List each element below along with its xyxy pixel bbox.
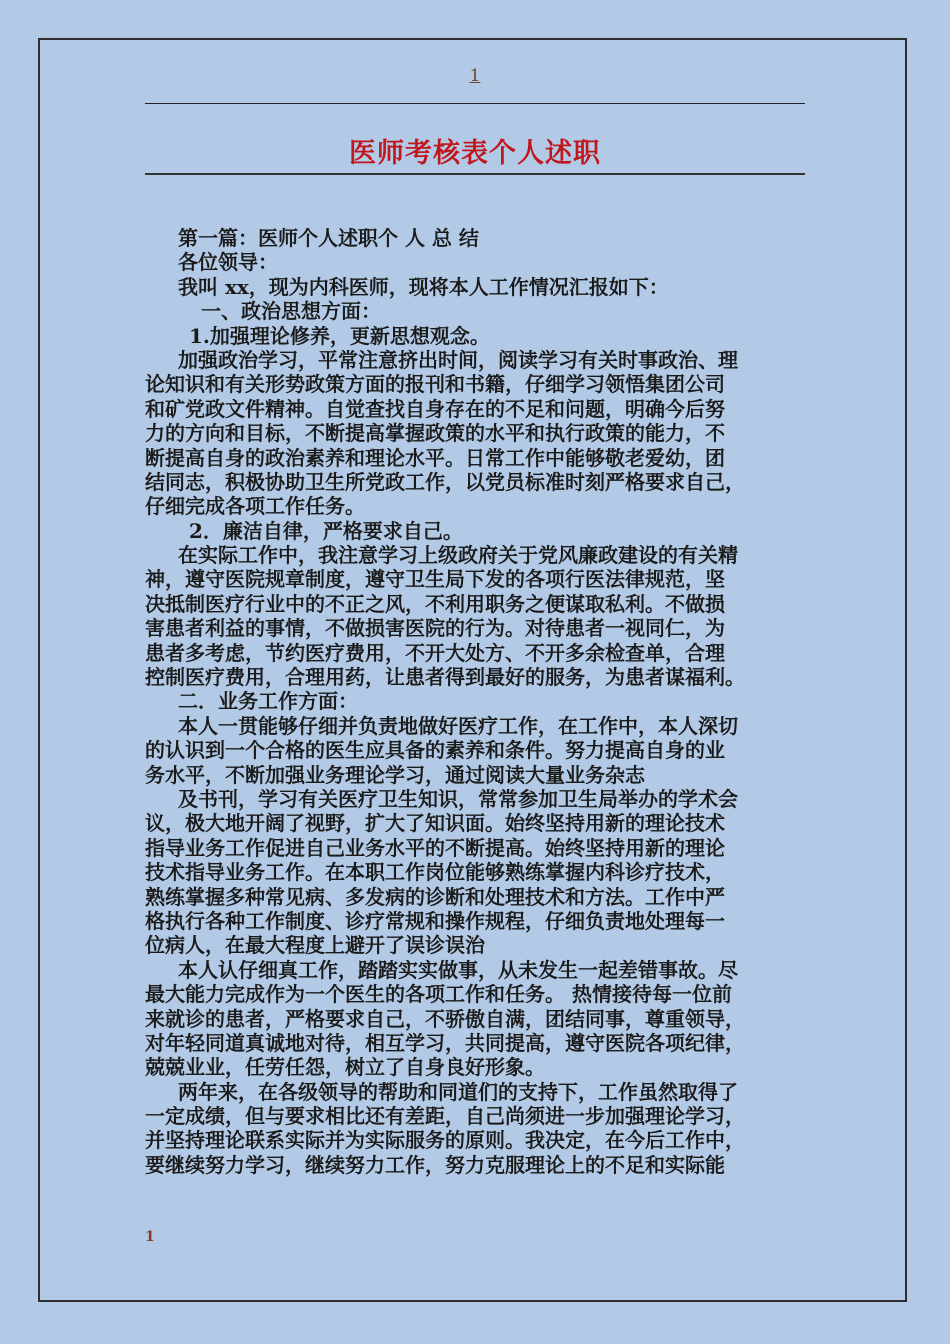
body-line: 熟练掌握多种常见病、多发病的诊断和处理技术和方法。工作中严 [145,884,725,909]
body-line: 结同志，积极协助卫生所党政工作，以党员标准时刻严格要求自己， [145,469,745,494]
body-line: 对年轻同道真诚地对待，相互学习，共同提高，遵守医院各项纪律， [145,1030,745,1055]
body-line: 第一篇：医师个人述职个 人 总 结 [178,226,479,250]
body-line: 指导业务工作促进自己业务水平的不断提高。始终坚持用新的理论 [145,835,725,860]
body-line: 一定成绩，但与要求相比还有差距，自己尚须进一步加强理论学习， [145,1104,745,1129]
document-body [145,226,807,1177]
body-line: 格执行各种工作制度、诊疗常规和操作规程，仔细负责地处理每一 [145,908,725,933]
body-line: 议，极大地开阔了视野，扩大了知识面。始终坚持用新的理论技术 [145,811,725,836]
body-line: 患者多考虑，节约医疗费用，不开大处方、不开多余检查单，合理 [145,640,725,665]
body-line: 在实际工作中，我注意学习上级政府关于党风廉政建设的有关精 [178,543,738,568]
body-line: 一、政治思想方面： [201,299,381,324]
body-line: 我叫 xx，现为内科医师，现将本人工作情况汇报如下： [178,274,669,299]
body-line: 位病人，在最大程度上避开了误诊误治 [145,933,485,958]
body-line: 及书刊，学习有关医疗卫生知识，常常参加卫生局举办的学术会 [178,786,738,811]
body-line: 并坚持理论联系实际并为实际服务的原则。我决定，在今后工作中， [145,1128,745,1153]
body-line: 本人认仔细真工作，踏踏实实做事，从未发生一起差错事故。尽 [178,957,738,982]
body-line: 神，遵守医院规章制度，遵守卫生局下发的各项行医法律规范，坚 [145,567,725,592]
footer-page-number: 1 [145,1229,155,1245]
body-line: 二．业务工作方面： [178,689,358,714]
body-line: 力的方向和目标，不断提高掌握政策的水平和执行政策的能力，不 [145,421,725,446]
body-line: 控制医疗费用，合理用药，让患者得到最好的服务，为患者谋福利。 [145,665,745,690]
body-line: 断提高自身的政治素养和理论水平。日常工作中能够敬老爱幼，团 [145,445,725,470]
body-line: 技术指导业务工作。在本职工作岗位能够熟练掌握内科诊疗技术， [145,860,725,885]
body-line: 最大能力完成作为一个医生的各项工作和任务。 热情接待每一位前 [145,982,732,1007]
body-line: 本人一贯能够仔细并负责地做好医疗工作，在工作中，本人深切 [178,713,738,738]
body-line: 仔细完成各项工作任务。 [145,494,365,519]
document-title: 医师考核表个人述职 [349,138,601,169]
body-line: 两年来，在各级领导的帮助和同道们的支持下，工作虽然取得了 [178,1079,738,1104]
body-line: 1.加强理论修养，更新思想观念。 [189,323,490,348]
body-line: 务水平，不断加强业务理论学习，通过阅读大量业务杂志 [145,762,645,787]
body-line: 害患者利益的事情，不做损害医院的行为。对待患者一视同仁，为 [145,616,725,641]
body-line: 兢兢业业，任劳任怨，树立了自身良好形象。 [145,1055,545,1080]
body-line: 的认识到一个合格的医生应具备的素养和条件。努力提高自身的业 [145,738,725,763]
body-line: 要继续努力学习，继续努力工作，努力克服理论上的不足和实际能 [145,1152,725,1177]
body-line: 加强政治学习，平常注意挤出时间，阅读学习有关时事政治、理 [178,347,738,372]
body-line: 2．廉洁自律，严格要求自己。 [189,518,463,543]
body-line: 决抵制医疗行业中的不正之风，不利用职务之便谋取私利。不做损 [145,591,725,616]
title-rule [145,173,805,175]
body-line: 论知识和有关形势政策方面的报刊和书籍，仔细学习领悟集团公司 [145,372,725,397]
header-rule [145,103,805,104]
body-line: 来就诊的患者，严格要求自己，不骄傲自满，团结同事，尊重领导， [145,1006,745,1031]
body-line: 各位领导： [178,250,278,275]
body-line: 和矿党政文件精神。自觉查找自身存在的不足和问题，明确今后努 [145,396,725,421]
header-page-number: 1 [469,66,481,86]
